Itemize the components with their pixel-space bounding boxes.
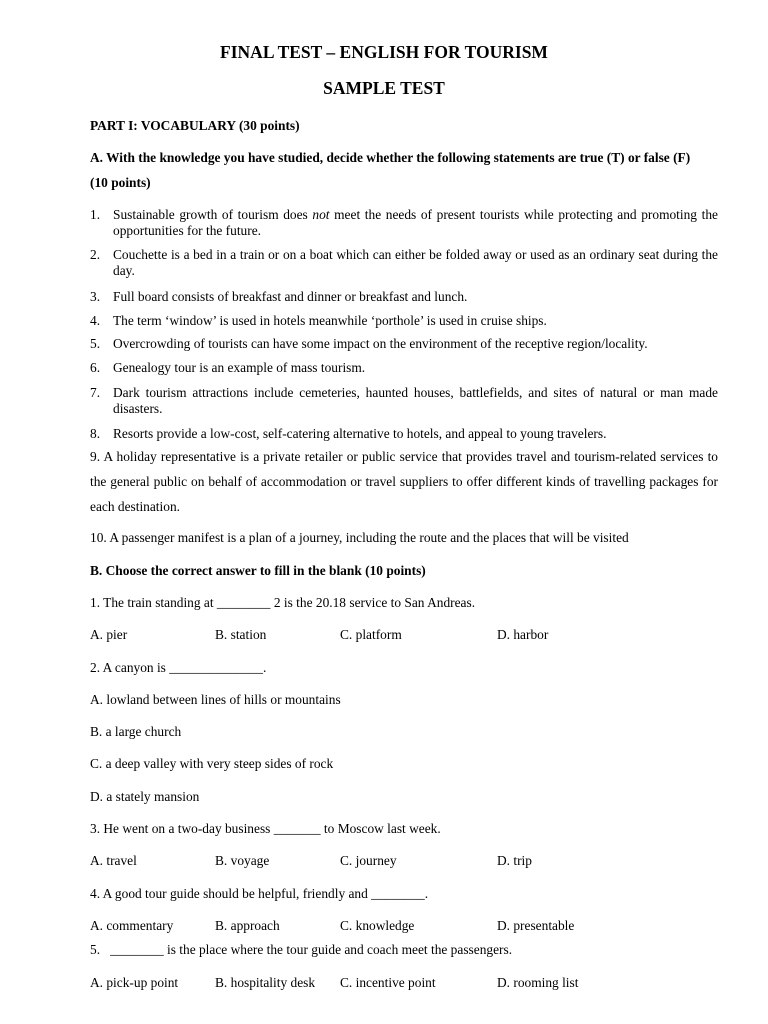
page-subtitle: SAMPLE TEST xyxy=(323,78,445,98)
statement-item xyxy=(90,426,718,442)
statement-number: 3. xyxy=(90,289,101,304)
statement-number: 4. xyxy=(90,313,101,328)
q2-option-a: A. lowland between lines of hills or mountains xyxy=(90,692,341,707)
q1-option-c: C. platform xyxy=(340,627,402,642)
q2-option-d: D. a stately mansion xyxy=(90,789,200,804)
statement-item-10: 10. A passenger manifest is a plan of a journey, including the route and the places that will be visited xyxy=(90,530,629,545)
statement-text: Genealogy tour is an example of mass tourism. xyxy=(113,360,366,375)
q4-option-b: B. approach xyxy=(215,918,280,933)
statement-text: The term ‘window’ is used in hotels meanwhile ‘porthole’ is used in cruise ships. xyxy=(113,313,547,328)
q3-option-d: D. trip xyxy=(497,853,532,868)
statement-item xyxy=(90,207,718,239)
statement-number: 8. xyxy=(90,426,101,441)
part1-heading: PART I: VOCABULARY (30 points) xyxy=(90,118,300,133)
q4-option-d: D. presentable xyxy=(497,918,575,933)
q2-option-c: C. a deep valley with very steep sides of rock xyxy=(90,756,334,771)
statement-text: Overcrowding of tourists can have some impact on the environment of the receptive region/locality. xyxy=(113,336,648,351)
question-2: 2. A canyon is ______________. xyxy=(90,660,267,675)
q4-option-a: A. commentary xyxy=(90,918,174,933)
q1-option-a: A. pier xyxy=(90,627,128,642)
section-a-heading-points: (10 points) xyxy=(90,175,151,190)
q5-option-b: B. hospitality desk xyxy=(215,975,316,990)
q4-option-c: C. knowledge xyxy=(340,918,415,933)
q3-option-b: B. voyage xyxy=(215,853,270,868)
statement-item xyxy=(90,289,718,305)
statement-text: Dark tourism attractions include cemeteries, haunted houses, battlefields, and sites of natural or man made disasters. xyxy=(113,385,718,416)
statement-number: 7. xyxy=(90,385,101,400)
q5-option-a: A. pick-up point xyxy=(90,975,179,990)
statement-item xyxy=(90,360,718,376)
statement-text: Sustainable growth of tourism does not meet the needs of present tourists while protecting and promoting the opportunities for the future. xyxy=(113,207,718,238)
statement-text: Full board consists of breakfast and dinner or breakfast and lunch. xyxy=(113,289,468,304)
statement-item xyxy=(90,385,718,417)
statement-number: 1. xyxy=(90,207,101,222)
statement-item xyxy=(90,247,718,279)
section-a-heading: A. With the knowledge you have studied, decide whether the following statements are true (T) or false (F) xyxy=(90,150,691,165)
statement-item-9: 9. A holiday representative is a private retailer or public service that provides travel and tourism-related services to the general public on behalf of accommodation or travel suppliers to offer different kinds of travelling packages for each destination. xyxy=(90,449,718,514)
statement-text: Resorts provide a low-cost, self-catering alternative to hotels, and appeal to young travelers. xyxy=(113,426,607,441)
q5-option-c: C. incentive point xyxy=(340,975,436,990)
question-5: 5. ________ is the place where the tour guide and coach meet the passengers. xyxy=(90,942,513,957)
q1-option-d: D. harbor xyxy=(497,627,549,642)
q3-option-a: A. travel xyxy=(90,853,137,868)
q3-option-c: C. journey xyxy=(340,853,397,868)
statement-number: 2. xyxy=(90,247,101,262)
q2-option-b: B. a large church xyxy=(90,724,182,739)
page-title: FINAL TEST – ENGLISH FOR TOURISM xyxy=(220,42,548,62)
statement-number: 6. xyxy=(90,360,101,375)
question-4: 4. A good tour guide should be helpful, friendly and ________. xyxy=(90,886,429,901)
q5-option-d: D. rooming list xyxy=(497,975,579,990)
q1-option-b: B. station xyxy=(215,627,267,642)
statement-item xyxy=(90,336,718,352)
section-b-heading: B. Choose the correct answer to fill in the blank (10 points) xyxy=(90,563,426,578)
question-3: 3. He went on a two-day business _______ to Moscow last week. xyxy=(90,821,441,836)
statement-item xyxy=(90,313,718,329)
statement-text: Couchette is a bed in a train or on a boat which can either be folded away or used as an ordinary seat during the day. xyxy=(113,247,718,278)
question-1: 1. The train standing at ________ 2 is the 20.18 service to San Andreas. xyxy=(90,595,476,610)
statement-number: 5. xyxy=(90,336,101,351)
